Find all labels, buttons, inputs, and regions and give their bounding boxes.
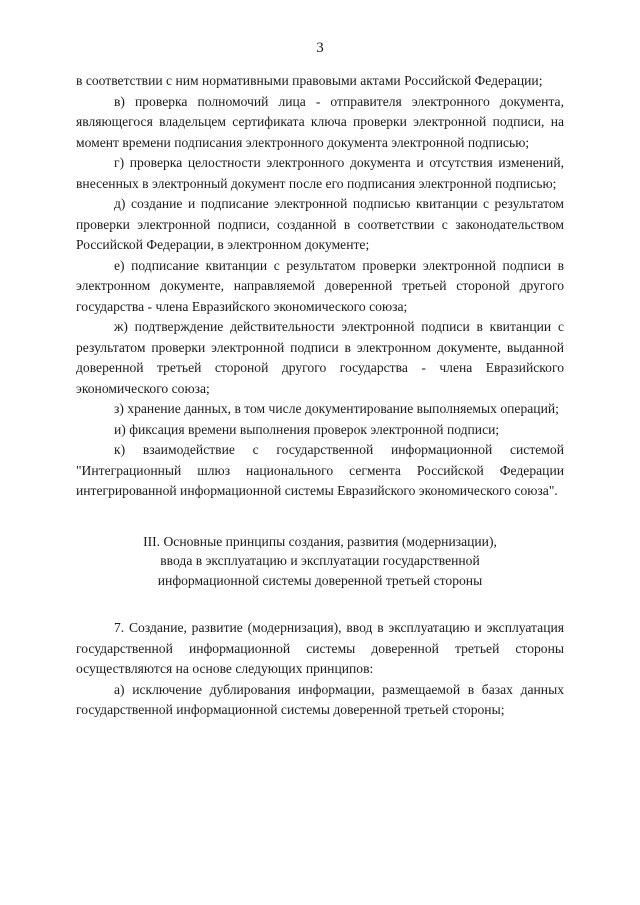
paragraph-item-k: к) взаимодействие с государственной информационной системой "Интеграционный шлюз национального сегмента Российской Федерации интегрированной информационной системы Евразийского экономического союза". bbox=[76, 442, 564, 498]
document-body bbox=[76, 71, 564, 721]
paragraph-item-a: а) исключение дублирования информации, размещаемой в базах данных государственной информационной системы доверенной третьей стороны; bbox=[76, 681, 564, 717]
paragraph-item-i: и) фиксация времени выполнения проверок электронной подписи; bbox=[114, 421, 500, 437]
paragraph-item-d: д) создание и подписание электронной подписью квитанции с результатом проверки электронной подписи, созданной в соответствии с законодательством Российской Федерации, в электронном документе; bbox=[76, 196, 564, 252]
paragraph-item-v: в) проверка полномочий лица - отправителя электронного документа, являющегося владельцем сертификата ключа проверки электронной подписи, на момент времени подписания электронного документа электронной подписью; bbox=[76, 93, 564, 150]
section-heading-line-1: III. Основные принципы создания, развития (модернизации), bbox=[143, 533, 497, 549]
paragraph-clause-7: 7. Создание, развитие (модернизация), ввод в эксплуатацию и эксплуатация государственной информационной системы доверенной третьей стороны осуществляются на основе следующих принципов: bbox=[76, 620, 564, 676]
paragraph-item-zh: ж) подтверждение действительности электронной подписи в квитанции с результатом проверки электронной подписи в электронном документе, выданной доверенной третьей стороной другого государства - члена Евразийского экономического союза; bbox=[76, 319, 564, 396]
paragraph-item-z: з) хранение данных, в том числе документирование выполняемых операций; bbox=[114, 401, 559, 416]
paragraph-continuation: в соответствии с ним нормативными правовыми актами Российской Федерации; bbox=[76, 73, 543, 88]
section-heading bbox=[76, 532, 564, 591]
section-heading-line-3: информационной системы доверенной третьей стороны bbox=[157, 572, 483, 588]
paragraph-item-g: г) проверка целостности электронного документа и отсутствия изменений, внесенных в электронный документ после его подписания электронной подписью; bbox=[76, 155, 564, 191]
page-number: 3 bbox=[316, 40, 324, 56]
paragraph-item-e: е) подписание квитанции с результатом проверки электронной подписи в электронном документе, направляемой доверенной третьей стороной другого государства - члена Евразийского экономического союза; bbox=[76, 257, 564, 314]
section-heading-line-2: ввода в эксплуатацию и эксплуатации государственной bbox=[160, 553, 480, 568]
